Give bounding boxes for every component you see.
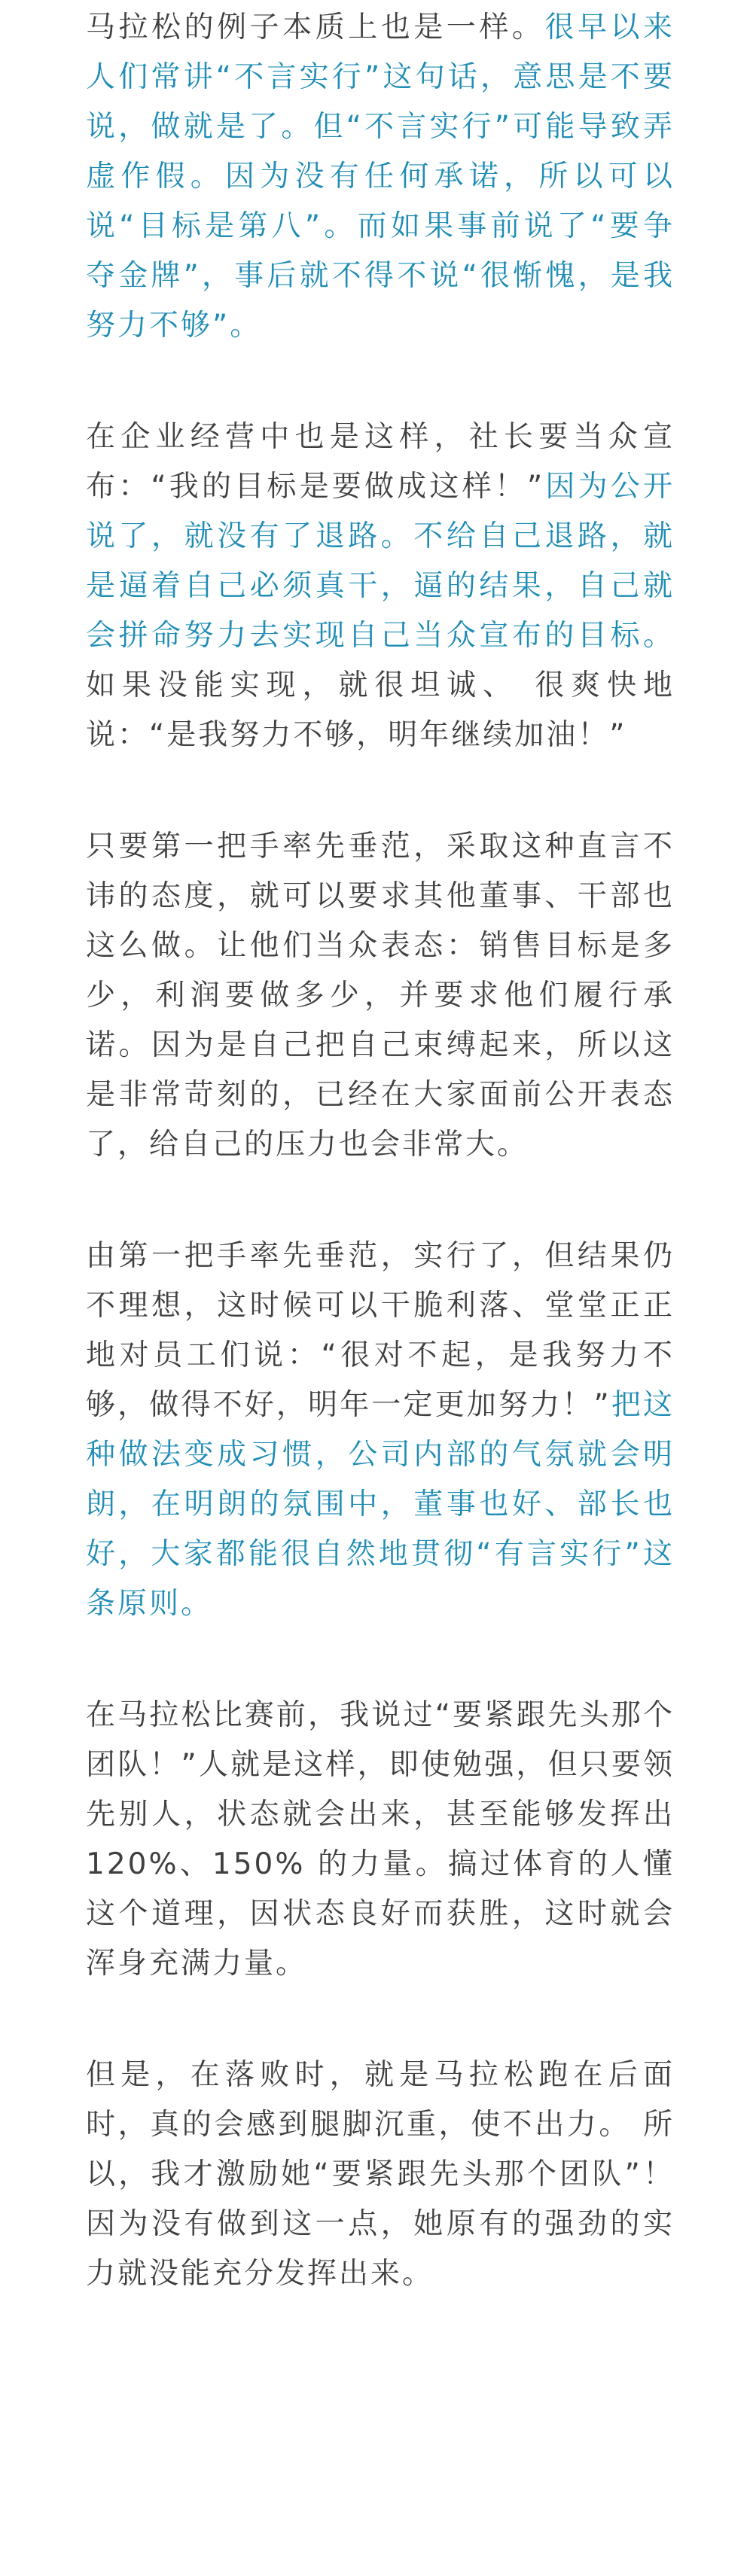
paragraph-1 (86, 3, 675, 351)
highlighted-text: 因为公开说了，就没有了退路。不给自己退路，就是逼着自己必须真干，逼的结果，自己就会拼命努力去实现自己当众宣布的目标。 (86, 470, 675, 653)
highlighted-text: 很早以来人们常讲“不言实行”这句话，意思是不要说，做就是了。但“不言实行”可能导致弄虚作假。因为没有任何承诺，所以可以说“目标是第八”。而如果事前说了“要争夺金牌”，事后就不得不说“很惭愧，是我努力不够”。 (86, 11, 675, 343)
paragraph-text: 在马拉松比赛前，我说过“要紧跟先头那个团队！”人就是这样，即使勉强，但只要领先别人，状态就会出来，甚至能够发挥出120%、150% 的力量。搞过体育的人懂这个道理，因状态良好而获胜，这时就会浑身充满力量。 (86, 1698, 675, 1981)
paragraph-4 (86, 1232, 675, 1629)
paragraph-6 (86, 2051, 675, 2299)
paragraph-2 (86, 413, 675, 760)
paragraph-text: 如果没能实现，就很坦诚、 很爽快地说：“是我努力不够，明年继续加油！” (86, 668, 675, 752)
paragraph-text: 只要第一把手率先垂范，采取这种直言不讳的态度，就可以要求其他董事、干部也这么做。让他们当众表态：销售目标是多少，利润要做多少，并要求他们履行承诺。因为是自己把自己束缚起来，所以这是非常苛刻的，已经在大家面前公开表态了，给自己的压力也会非常大。 (86, 830, 675, 1162)
paragraph-5 (86, 1691, 675, 1989)
highlighted-text: 把这种做法变成习惯，公司内部的气氛就会明朗，在明朗的氛围中，董事也好、部长也好，大家都能很自然地贯彻“有言实行”这条原则。 (86, 1388, 675, 1621)
paragraph-text: 但是，在落败时，就是马拉松跑在后面时，真的会感到腿脚沉重，使不出力。 所以，我才激励她“要紧跟先头那个团队”！ 因为没有做到这一点，她原有的强劲的实力就没能充分发挥出来。 (86, 2058, 675, 2291)
paragraph-3 (86, 822, 675, 1170)
paragraph-text: 由第一把手率先垂范，实行了，但结果仍不理想，这时候可以干脆利落、堂堂正正地对员工们说：“很对不起，是我努力不够，做得不好，明年一定更加努力！” (86, 1239, 675, 1422)
paragraph-text: 马拉松的例子本质上也是一样。 (86, 11, 545, 44)
paragraph-text: 在企业经营中也是这样，社长要当众宣布：“我的目标是要做成这样！” (86, 420, 675, 504)
